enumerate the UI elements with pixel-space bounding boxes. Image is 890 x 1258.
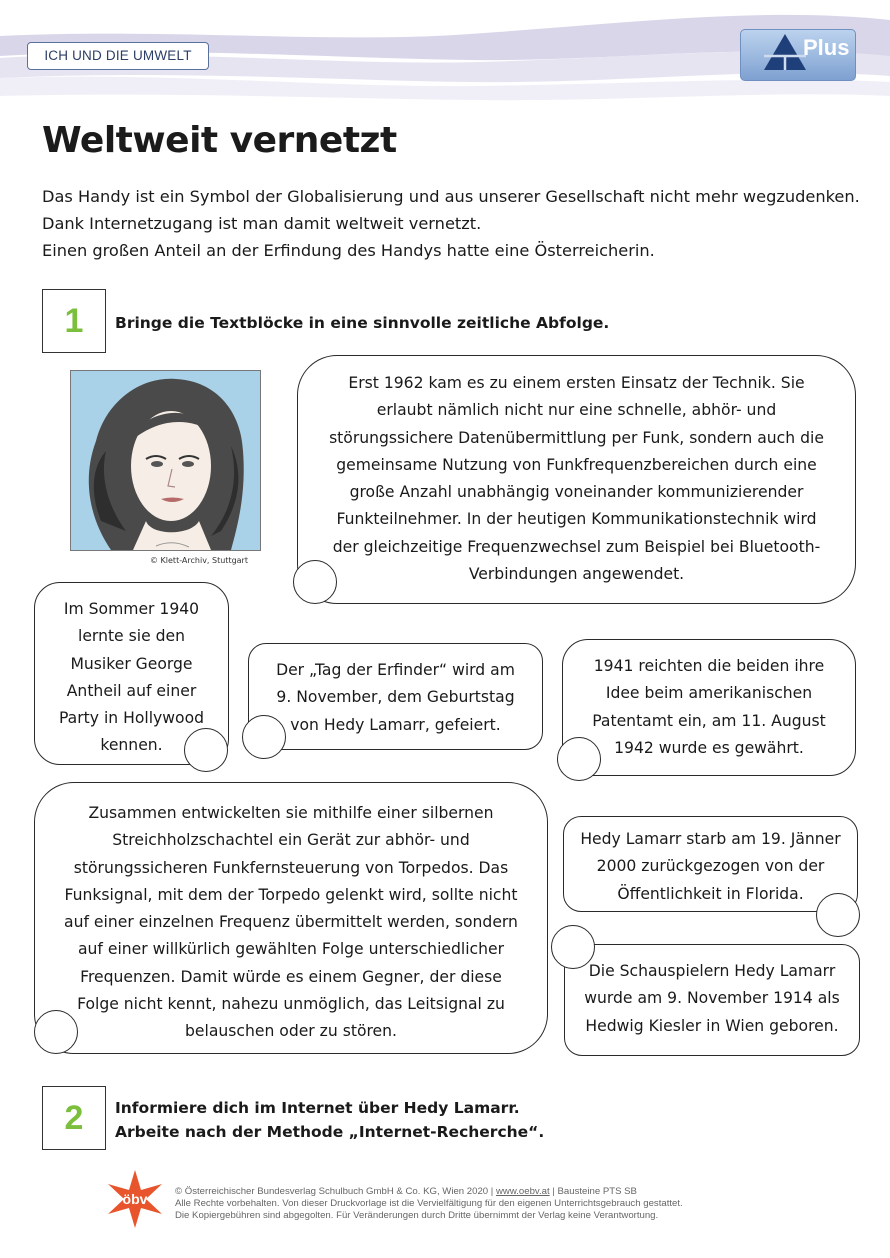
- text-line: von Hedy Lamarr, gefeiert.: [290, 715, 501, 734]
- text-line: 9. November, dem Geburtstag: [276, 688, 515, 707]
- page-title: Weltweit vernetzt: [42, 120, 397, 161]
- task-2-instruction: [115, 1096, 544, 1144]
- oebv-logo: [104, 1168, 166, 1230]
- task-2-line: Informiere dich im Internet über Hedy Lamarr.: [115, 1099, 520, 1117]
- order-answer-circle[interactable]: [242, 715, 286, 759]
- publisher-link[interactable]: www.oebv.at: [495, 1186, 550, 1197]
- text-line: kennen.: [100, 736, 163, 755]
- footer-copyright: © Österreichischer Bundesverlag Schulbuch GmbH & Co. KG, Wien 2020 |: [175, 1186, 494, 1197]
- task-2-line: Arbeite nach der Methode „Internet-Recherche“.: [115, 1123, 545, 1141]
- text-line: Verbindungen angewendet.: [468, 565, 685, 584]
- text-line: Öffentlichkeit in Florida.: [617, 884, 804, 903]
- text-line: Zusammen entwickelten sie mithilfe einer silbernen: [88, 804, 494, 822]
- text-block-torpedo: [34, 782, 548, 1054]
- text-block-2000: [563, 816, 858, 912]
- intro-line: Dank Internetzugang ist man damit weltweit vernetzt.: [42, 214, 482, 233]
- text-line: 2000 zurückgezogen von der: [596, 857, 825, 876]
- text-line: Funksignal, mit dem der Torpedo gelenkt wird, sollte nicht: [64, 885, 518, 904]
- text-line: Folge nicht kennt, nahezu unmöglich, das Leitsignal zu: [77, 995, 505, 1014]
- text-line: Idee beim amerikanischen: [605, 684, 813, 703]
- order-answer-circle[interactable]: [551, 925, 595, 969]
- plus-badge-label: Plus: [803, 35, 850, 60]
- text-line: 1942 wurde es gewährt.: [614, 738, 804, 757]
- copyright-footer: [175, 1186, 683, 1222]
- intro-text: [42, 183, 862, 264]
- text-line: der gleichzeitige Frequenzwechsel zum Beispiel bei Bluetooth-: [332, 537, 821, 556]
- text-line: Frequenzen. Damit würde es einem Gegner, der diese: [80, 967, 502, 986]
- task-2-number: 2: [42, 1086, 106, 1150]
- text-block-tag-der-erfinder: [248, 643, 543, 750]
- logo-text: öbv: [122, 1191, 148, 1207]
- task-1-instruction: Bringe die Textblöcke in eine sinnvolle zeitliche Abfolge.: [115, 314, 610, 332]
- text-line: Hedy Lamarr starb am 19. Jänner: [580, 830, 841, 848]
- text-line: Erst 1962 kam es zu einem ersten Einsatz der Technik. Sie: [348, 374, 805, 392]
- text-line: Funkteilnehmer. In der heutigen Kommunikationstechnik wird: [336, 510, 817, 529]
- intro-line: Einen großen Anteil an der Erfindung des Handys hatte eine Österreicherin.: [42, 241, 655, 260]
- text-line: lernte sie den: [78, 627, 185, 646]
- image-credit: © Klett-Archiv, Stuttgart: [150, 556, 248, 565]
- order-answer-circle[interactable]: [184, 728, 228, 772]
- text-line: störungssicheren Funkfernsteuerung von Torpedos. Das: [73, 858, 509, 877]
- text-line: gemeinsame Nutzung von Funkfrequenzbereichen durch eine: [336, 455, 817, 474]
- footer-line: Alle Rechte vorbehalten. Von dieser Druckvorlage ist die Vervielfältigung für den eigenen Unterrichtsgebrauch gestattet.: [175, 1198, 683, 1209]
- text-line: störungssichere Datenübermittlung per Funk, sondern auch die: [329, 428, 824, 447]
- text-line: belauschen oder zu stören.: [185, 1022, 397, 1041]
- text-block-1941: [562, 639, 856, 776]
- text-block-1962: [297, 355, 856, 604]
- order-answer-circle[interactable]: [816, 893, 860, 937]
- intro-line: Das Handy ist ein Symbol der Globalisierung und aus unserer Gesellschaft nicht mehr wegzudenken.: [42, 187, 860, 206]
- text-line: 1941 reichten die beiden ihre: [593, 657, 825, 675]
- text-line: Streichholzschachtel ein Gerät zur abhör- und: [112, 831, 470, 850]
- footer-series: | Bausteine PTS SB: [552, 1186, 637, 1197]
- portrait-illustration: [70, 370, 261, 551]
- order-answer-circle[interactable]: [557, 737, 601, 781]
- text-line: Die Schauspielern Hedy Lamarr: [588, 962, 836, 980]
- text-line: auf einer willkürlich gewählten Folge unterschiedlicher: [77, 940, 505, 959]
- text-line: Party in Hollywood: [58, 709, 205, 728]
- footer-line: [175, 1186, 683, 1198]
- text-line: wurde am 9. November 1914 als: [584, 989, 840, 1008]
- footer-line: Die Kopiergebühren sind abgegolten. Für Veränderungen durch Dritte übernimmt der Verlag keine Verantwortung.: [175, 1210, 659, 1221]
- text-line: Im Sommer 1940: [63, 600, 200, 618]
- text-line: Musiker George: [70, 654, 193, 673]
- order-answer-circle[interactable]: [293, 560, 337, 604]
- text-line: Patentamt ein, am 11. August: [592, 711, 826, 730]
- text-line: große Anzahl unabhängig voneinander kommunizierender: [349, 483, 804, 502]
- topic-tag: ICH UND DIE UMWELT: [27, 42, 209, 70]
- text-line: Der „Tag der Erfinder“ wird am: [276, 661, 515, 679]
- order-answer-circle[interactable]: [34, 1010, 78, 1054]
- text-line: Hedwig Kiesler in Wien geboren.: [585, 1016, 839, 1035]
- task-1-number: 1: [42, 289, 106, 353]
- plus-badge: [740, 29, 856, 81]
- text-block-1914: [564, 944, 860, 1056]
- text-line: auf einer einzelnen Frequenz übermittelt werden, sondern: [64, 913, 518, 932]
- text-line: erlaubt nämlich nicht nur eine schnelle, abhör- und: [376, 401, 777, 420]
- text-line: Antheil auf einer: [66, 681, 197, 700]
